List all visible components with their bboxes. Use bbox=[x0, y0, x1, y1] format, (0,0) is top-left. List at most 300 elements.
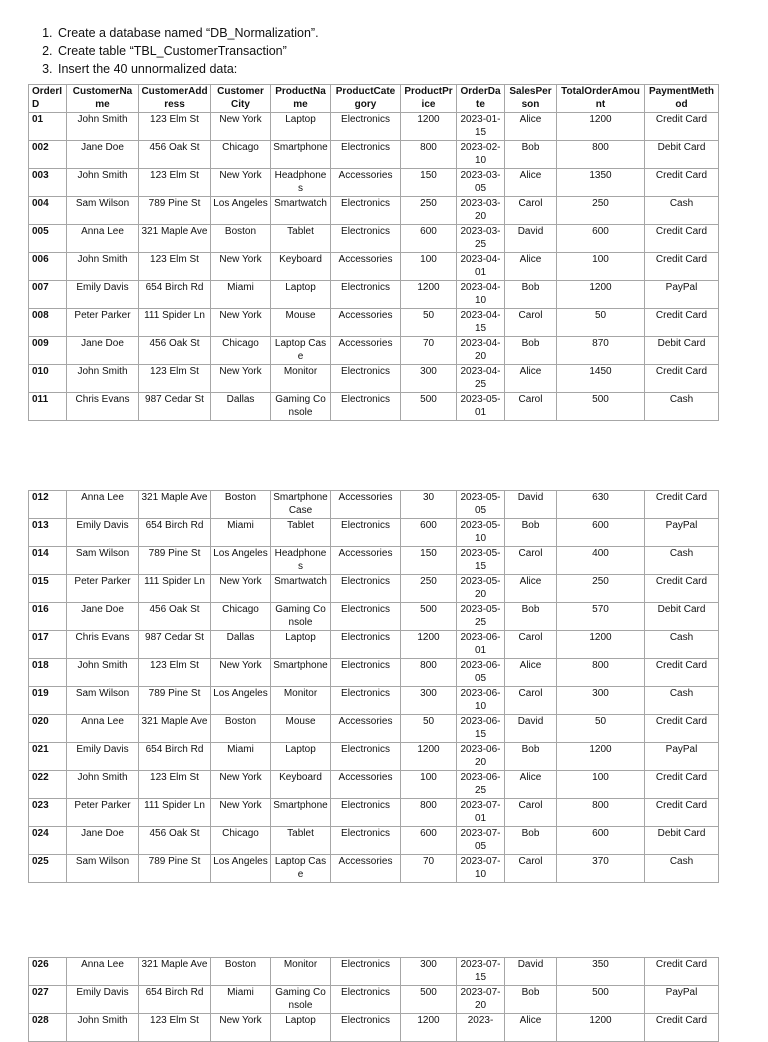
customer-city-cell: Los Angeles bbox=[211, 547, 271, 575]
table-row bbox=[29, 603, 719, 631]
table-row bbox=[29, 225, 719, 253]
product-name-cell: Monitor bbox=[271, 687, 331, 715]
product-category-cell: Accessories bbox=[331, 309, 401, 337]
customer-name-cell: John Smith bbox=[67, 659, 139, 687]
product-name-cell: Smartphone bbox=[271, 659, 331, 687]
sales-person-cell: Carol bbox=[505, 799, 557, 827]
table-row bbox=[29, 113, 719, 141]
customer-address-cell: 321 Maple Ave bbox=[139, 491, 211, 519]
sales-person-cell: Bob bbox=[505, 337, 557, 365]
customer-address-cell: 123 Elm St bbox=[139, 169, 211, 197]
product-price-cell: 150 bbox=[401, 547, 457, 575]
customer-city-cell: Chicago bbox=[211, 337, 271, 365]
customer-name-cell: John Smith bbox=[67, 1014, 139, 1042]
product-category-cell: Electronics bbox=[331, 225, 401, 253]
product-category-cell: Electronics bbox=[331, 827, 401, 855]
total-order-amount-cell: 350 bbox=[557, 958, 645, 986]
total-order-amount-cell: 570 bbox=[557, 603, 645, 631]
total-order-amount-cell: 600 bbox=[557, 519, 645, 547]
order-date-cell: 2023-05-20 bbox=[457, 575, 505, 603]
payment-method-cell: Cash bbox=[645, 393, 719, 421]
order-date-cell: 2023-04-20 bbox=[457, 337, 505, 365]
order-id-cell: 021 bbox=[29, 743, 67, 771]
sales-person-cell: Alice bbox=[505, 365, 557, 393]
customer-address-cell: 456 Oak St bbox=[139, 141, 211, 169]
customer-city-cell: New York bbox=[211, 309, 271, 337]
product-name-cell: Headphones bbox=[271, 547, 331, 575]
product-name-cell: Tablet bbox=[271, 827, 331, 855]
sales-person-cell: Alice bbox=[505, 1014, 557, 1042]
order-date-cell: 2023-02-10 bbox=[457, 141, 505, 169]
table-row bbox=[29, 1014, 719, 1042]
total-order-amount-cell: 100 bbox=[557, 253, 645, 281]
product-category-cell: Electronics bbox=[331, 743, 401, 771]
payment-method-cell: Credit Card bbox=[645, 253, 719, 281]
product-price-cell: 500 bbox=[401, 393, 457, 421]
order-date-cell: 2023-06-20 bbox=[457, 743, 505, 771]
sales-person-cell: David bbox=[505, 715, 557, 743]
product-name-cell: Smartphone Case bbox=[271, 491, 331, 519]
customer-city-cell: Chicago bbox=[211, 603, 271, 631]
total-order-amount-cell: 1350 bbox=[557, 169, 645, 197]
table-row bbox=[29, 253, 719, 281]
order-id-cell: 003 bbox=[29, 169, 67, 197]
customer-name-cell: Sam Wilson bbox=[67, 197, 139, 225]
header-customer-address: CustomerAddress bbox=[139, 85, 211, 113]
customer-name-cell: Chris Evans bbox=[67, 631, 139, 659]
customer-address-cell: 987 Cedar St bbox=[139, 631, 211, 659]
product-price-cell: 1200 bbox=[401, 281, 457, 309]
customer-name-cell: John Smith bbox=[67, 771, 139, 799]
customer-name-cell: Anna Lee bbox=[67, 491, 139, 519]
header-customer-name: CustomerName bbox=[67, 85, 139, 113]
product-name-cell: Laptop bbox=[271, 1014, 331, 1042]
sales-person-cell: Bob bbox=[505, 141, 557, 169]
product-category-cell: Accessories bbox=[331, 491, 401, 519]
sales-person-cell: Alice bbox=[505, 659, 557, 687]
payment-method-cell: PayPal bbox=[645, 519, 719, 547]
order-date-cell: 2023-06-15 bbox=[457, 715, 505, 743]
product-category-cell: Electronics bbox=[331, 575, 401, 603]
header-payment-method: PaymentMethod bbox=[645, 85, 719, 113]
sales-person-cell: Carol bbox=[505, 855, 557, 883]
product-name-cell: Laptop Case bbox=[271, 855, 331, 883]
product-name-cell: Laptop bbox=[271, 631, 331, 659]
total-order-amount-cell: 100 bbox=[557, 771, 645, 799]
order-id-cell: 008 bbox=[29, 309, 67, 337]
customer-address-cell: 123 Elm St bbox=[139, 113, 211, 141]
order-date-cell: 2023-05-10 bbox=[457, 519, 505, 547]
customer-name-cell: Emily Davis bbox=[67, 281, 139, 309]
sales-person-cell: Bob bbox=[505, 827, 557, 855]
customer-city-cell: Los Angeles bbox=[211, 687, 271, 715]
product-category-cell: Electronics bbox=[331, 631, 401, 659]
table-row bbox=[29, 491, 719, 519]
product-name-cell: Laptop bbox=[271, 743, 331, 771]
customer-address-cell: 111 Spider Ln bbox=[139, 309, 211, 337]
order-date-cell: 2023-03-25 bbox=[457, 225, 505, 253]
product-name-cell: Gaming Console bbox=[271, 986, 331, 1014]
product-name-cell: Gaming Console bbox=[271, 393, 331, 421]
product-category-cell: Accessories bbox=[331, 855, 401, 883]
customer-city-cell: Miami bbox=[211, 281, 271, 309]
customer-city-cell: Boston bbox=[211, 715, 271, 743]
product-name-cell: Mouse bbox=[271, 309, 331, 337]
customer-address-cell: 123 Elm St bbox=[139, 659, 211, 687]
product-name-cell: Tablet bbox=[271, 519, 331, 547]
payment-method-cell: Credit Card bbox=[645, 1014, 719, 1042]
header-total-order-amount: TotalOrderAmount bbox=[557, 85, 645, 113]
total-order-amount-cell: 800 bbox=[557, 659, 645, 687]
instruction-step: 1. Create a database named “DB_Normalization”. bbox=[56, 24, 319, 42]
sales-person-cell: Carol bbox=[505, 393, 557, 421]
product-category-cell: Electronics bbox=[331, 799, 401, 827]
product-price-cell: 800 bbox=[401, 659, 457, 687]
customer-city-cell: New York bbox=[211, 575, 271, 603]
total-order-amount-cell: 300 bbox=[557, 687, 645, 715]
product-name-cell: Keyboard bbox=[271, 253, 331, 281]
total-order-amount-cell: 500 bbox=[557, 986, 645, 1014]
product-price-cell: 100 bbox=[401, 253, 457, 281]
customer-address-cell: 987 Cedar St bbox=[139, 393, 211, 421]
product-name-cell: Headphones bbox=[271, 169, 331, 197]
sales-person-cell: David bbox=[505, 225, 557, 253]
product-category-cell: Accessories bbox=[331, 771, 401, 799]
payment-method-cell: Credit Card bbox=[645, 309, 719, 337]
customer-name-cell: Sam Wilson bbox=[67, 855, 139, 883]
payment-method-cell: PayPal bbox=[645, 743, 719, 771]
order-id-cell: 013 bbox=[29, 519, 67, 547]
total-order-amount-cell: 370 bbox=[557, 855, 645, 883]
total-order-amount-cell: 50 bbox=[557, 715, 645, 743]
customer-city-cell: New York bbox=[211, 659, 271, 687]
order-date-cell: 2023-06-10 bbox=[457, 687, 505, 715]
customer-name-cell: Anna Lee bbox=[67, 225, 139, 253]
order-id-cell: 01 bbox=[29, 113, 67, 141]
total-order-amount-cell: 800 bbox=[557, 141, 645, 169]
table-row bbox=[29, 519, 719, 547]
product-category-cell: Electronics bbox=[331, 113, 401, 141]
product-price-cell: 1200 bbox=[401, 113, 457, 141]
customer-address-cell: 456 Oak St bbox=[139, 603, 211, 631]
product-category-cell: Electronics bbox=[331, 519, 401, 547]
customer-name-cell: Emily Davis bbox=[67, 519, 139, 547]
product-price-cell: 70 bbox=[401, 337, 457, 365]
sales-person-cell: Alice bbox=[505, 169, 557, 197]
order-id-cell: 022 bbox=[29, 771, 67, 799]
customer-address-cell: 456 Oak St bbox=[139, 337, 211, 365]
order-id-cell: 026 bbox=[29, 958, 67, 986]
product-name-cell: Gaming Console bbox=[271, 603, 331, 631]
product-price-cell: 70 bbox=[401, 855, 457, 883]
customer-city-cell: New York bbox=[211, 169, 271, 197]
customer-name-cell: Emily Davis bbox=[67, 743, 139, 771]
total-order-amount-cell: 1200 bbox=[557, 1014, 645, 1042]
table-row bbox=[29, 575, 719, 603]
sales-person-cell: Carol bbox=[505, 309, 557, 337]
order-id-cell: 011 bbox=[29, 393, 67, 421]
customer-city-cell: New York bbox=[211, 253, 271, 281]
table-row bbox=[29, 659, 719, 687]
order-id-cell: 018 bbox=[29, 659, 67, 687]
customer-city-cell: Boston bbox=[211, 225, 271, 253]
customer-name-cell: Jane Doe bbox=[67, 603, 139, 631]
product-name-cell: Laptop Case bbox=[271, 337, 331, 365]
payment-method-cell: Cash bbox=[645, 547, 719, 575]
order-date-cell: 2023-04-25 bbox=[457, 365, 505, 393]
table-row bbox=[29, 799, 719, 827]
customer-city-cell: Miami bbox=[211, 519, 271, 547]
payment-method-cell: Credit Card bbox=[645, 659, 719, 687]
product-name-cell: Tablet bbox=[271, 225, 331, 253]
product-price-cell: 500 bbox=[401, 603, 457, 631]
customer-name-cell: Emily Davis bbox=[67, 986, 139, 1014]
sales-person-cell: Bob bbox=[505, 281, 557, 309]
sales-person-cell: Carol bbox=[505, 547, 557, 575]
total-order-amount-cell: 800 bbox=[557, 799, 645, 827]
order-date-cell: 2023-05-25 bbox=[457, 603, 505, 631]
instruction-list bbox=[36, 24, 319, 78]
order-id-cell: 004 bbox=[29, 197, 67, 225]
customer-city-cell: Dallas bbox=[211, 393, 271, 421]
payment-method-cell: PayPal bbox=[645, 986, 719, 1014]
product-category-cell: Electronics bbox=[331, 986, 401, 1014]
header-product-category: ProductCategory bbox=[331, 85, 401, 113]
header-customer-city: Customer City bbox=[211, 85, 271, 113]
customer-name-cell: Peter Parker bbox=[67, 575, 139, 603]
sales-person-cell: Alice bbox=[505, 575, 557, 603]
order-date-cell: 2023-06-25 bbox=[457, 771, 505, 799]
customer-address-cell: 456 Oak St bbox=[139, 827, 211, 855]
customer-name-cell: Anna Lee bbox=[67, 715, 139, 743]
sales-person-cell: Bob bbox=[505, 603, 557, 631]
order-date-cell: 2023-07-20 bbox=[457, 986, 505, 1014]
customer-address-cell: 123 Elm St bbox=[139, 1014, 211, 1042]
order-id-cell: 028 bbox=[29, 1014, 67, 1042]
total-order-amount-cell: 1200 bbox=[557, 113, 645, 141]
customer-city-cell: Miami bbox=[211, 743, 271, 771]
order-id-cell: 012 bbox=[29, 491, 67, 519]
customer-address-cell: 321 Maple Ave bbox=[139, 225, 211, 253]
product-category-cell: Accessories bbox=[331, 253, 401, 281]
customer-city-cell: New York bbox=[211, 365, 271, 393]
product-category-cell: Electronics bbox=[331, 281, 401, 309]
product-category-cell: Electronics bbox=[331, 393, 401, 421]
customer-name-cell: Sam Wilson bbox=[67, 547, 139, 575]
table-row bbox=[29, 958, 719, 986]
sales-person-cell: Alice bbox=[505, 253, 557, 281]
table-row bbox=[29, 855, 719, 883]
customer-city-cell: Dallas bbox=[211, 631, 271, 659]
product-name-cell: Monitor bbox=[271, 365, 331, 393]
payment-method-cell: Cash bbox=[645, 687, 719, 715]
customer-address-cell: 654 Birch Rd bbox=[139, 281, 211, 309]
table-row bbox=[29, 281, 719, 309]
order-id-cell: 027 bbox=[29, 986, 67, 1014]
customer-address-cell: 123 Elm St bbox=[139, 253, 211, 281]
customer-name-cell: Anna Lee bbox=[67, 958, 139, 986]
sales-person-cell: Carol bbox=[505, 687, 557, 715]
order-id-cell: 007 bbox=[29, 281, 67, 309]
product-category-cell: Electronics bbox=[331, 141, 401, 169]
order-date-cell: 2023-07-10 bbox=[457, 855, 505, 883]
total-order-amount-cell: 1450 bbox=[557, 365, 645, 393]
customer-name-cell: Sam Wilson bbox=[67, 687, 139, 715]
product-price-cell: 300 bbox=[401, 958, 457, 986]
table-row bbox=[29, 365, 719, 393]
product-name-cell: Laptop bbox=[271, 113, 331, 141]
customer-name-cell: John Smith bbox=[67, 253, 139, 281]
product-price-cell: 100 bbox=[401, 771, 457, 799]
customer-name-cell: John Smith bbox=[67, 113, 139, 141]
product-price-cell: 30 bbox=[401, 491, 457, 519]
customer-city-cell: Boston bbox=[211, 491, 271, 519]
table-row bbox=[29, 337, 719, 365]
order-date-cell: 2023-03-20 bbox=[457, 197, 505, 225]
order-date-cell: 2023-05-01 bbox=[457, 393, 505, 421]
table-row bbox=[29, 715, 719, 743]
payment-method-cell: Credit Card bbox=[645, 715, 719, 743]
product-name-cell: Smartphone bbox=[271, 799, 331, 827]
customer-address-cell: 123 Elm St bbox=[139, 365, 211, 393]
total-order-amount-cell: 250 bbox=[557, 197, 645, 225]
table-row bbox=[29, 827, 719, 855]
customer-city-cell: Los Angeles bbox=[211, 855, 271, 883]
product-price-cell: 300 bbox=[401, 365, 457, 393]
payment-method-cell: PayPal bbox=[645, 281, 719, 309]
customer-address-cell: 654 Birch Rd bbox=[139, 986, 211, 1014]
total-order-amount-cell: 500 bbox=[557, 393, 645, 421]
total-order-amount-cell: 1200 bbox=[557, 281, 645, 309]
sales-person-cell: David bbox=[505, 491, 557, 519]
table-row bbox=[29, 141, 719, 169]
order-date-cell: 2023-05-15 bbox=[457, 547, 505, 575]
sales-person-cell: Alice bbox=[505, 771, 557, 799]
product-category-cell: Accessories bbox=[331, 337, 401, 365]
sales-person-cell: David bbox=[505, 958, 557, 986]
customer-address-cell: 111 Spider Ln bbox=[139, 575, 211, 603]
product-price-cell: 600 bbox=[401, 519, 457, 547]
total-order-amount-cell: 400 bbox=[557, 547, 645, 575]
customer-city-cell: New York bbox=[211, 799, 271, 827]
product-price-cell: 250 bbox=[401, 197, 457, 225]
order-id-cell: 019 bbox=[29, 687, 67, 715]
total-order-amount-cell: 1200 bbox=[557, 743, 645, 771]
payment-method-cell: Credit Card bbox=[645, 958, 719, 986]
payment-method-cell: Credit Card bbox=[645, 799, 719, 827]
product-category-cell: Electronics bbox=[331, 1014, 401, 1042]
sales-person-cell: Bob bbox=[505, 986, 557, 1014]
header-product-price: ProductPrice bbox=[401, 85, 457, 113]
product-category-cell: Electronics bbox=[331, 659, 401, 687]
order-id-cell: 005 bbox=[29, 225, 67, 253]
product-price-cell: 800 bbox=[401, 141, 457, 169]
customer-city-cell: New York bbox=[211, 771, 271, 799]
header-order-id: OrderID bbox=[29, 85, 67, 113]
instruction-step: 3. Insert the 40 unnormalized data: bbox=[56, 60, 319, 78]
order-date-cell: 2023- bbox=[457, 1014, 505, 1042]
product-price-cell: 600 bbox=[401, 225, 457, 253]
order-id-cell: 020 bbox=[29, 715, 67, 743]
order-date-cell: 2023-04-01 bbox=[457, 253, 505, 281]
payment-method-cell: Debit Card bbox=[645, 141, 719, 169]
customer-name-cell: John Smith bbox=[67, 169, 139, 197]
product-name-cell: Smartwatch bbox=[271, 575, 331, 603]
product-name-cell: Monitor bbox=[271, 958, 331, 986]
sales-person-cell: Carol bbox=[505, 631, 557, 659]
customer-address-cell: 789 Pine St bbox=[139, 197, 211, 225]
sales-person-cell: Carol bbox=[505, 197, 557, 225]
table-row bbox=[29, 393, 719, 421]
instruction-step: 2. Create table “TBL_CustomerTransaction” bbox=[56, 42, 319, 60]
total-order-amount-cell: 1200 bbox=[557, 631, 645, 659]
customer-name-cell: Jane Doe bbox=[67, 141, 139, 169]
payment-method-cell: Cash bbox=[645, 855, 719, 883]
product-price-cell: 300 bbox=[401, 687, 457, 715]
payment-method-cell: Credit Card bbox=[645, 113, 719, 141]
order-date-cell: 2023-01-15 bbox=[457, 113, 505, 141]
product-price-cell: 600 bbox=[401, 827, 457, 855]
customer-name-cell: Peter Parker bbox=[67, 309, 139, 337]
product-category-cell: Accessories bbox=[331, 169, 401, 197]
customer-address-cell: 321 Maple Ave bbox=[139, 715, 211, 743]
transaction-table-page-3 bbox=[28, 957, 719, 1042]
table-row bbox=[29, 197, 719, 225]
product-category-cell: Electronics bbox=[331, 603, 401, 631]
order-id-cell: 006 bbox=[29, 253, 67, 281]
customer-name-cell: Jane Doe bbox=[67, 337, 139, 365]
total-order-amount-cell: 870 bbox=[557, 337, 645, 365]
customer-city-cell: New York bbox=[211, 1014, 271, 1042]
order-id-cell: 023 bbox=[29, 799, 67, 827]
order-id-cell: 015 bbox=[29, 575, 67, 603]
customer-address-cell: 321 Maple Ave bbox=[139, 958, 211, 986]
order-id-cell: 024 bbox=[29, 827, 67, 855]
total-order-amount-cell: 600 bbox=[557, 225, 645, 253]
total-order-amount-cell: 630 bbox=[557, 491, 645, 519]
product-price-cell: 800 bbox=[401, 799, 457, 827]
customer-name-cell: John Smith bbox=[67, 365, 139, 393]
product-name-cell: Smartphone bbox=[271, 141, 331, 169]
table-row bbox=[29, 547, 719, 575]
order-id-cell: 002 bbox=[29, 141, 67, 169]
payment-method-cell: Debit Card bbox=[645, 603, 719, 631]
product-price-cell: 1200 bbox=[401, 631, 457, 659]
order-date-cell: 2023-06-01 bbox=[457, 631, 505, 659]
table-row bbox=[29, 169, 719, 197]
customer-address-cell: 654 Birch Rd bbox=[139, 519, 211, 547]
product-price-cell: 50 bbox=[401, 715, 457, 743]
table-row bbox=[29, 771, 719, 799]
order-id-cell: 014 bbox=[29, 547, 67, 575]
order-id-cell: 025 bbox=[29, 855, 67, 883]
order-date-cell: 2023-04-10 bbox=[457, 281, 505, 309]
order-id-cell: 010 bbox=[29, 365, 67, 393]
customer-name-cell: Jane Doe bbox=[67, 827, 139, 855]
order-id-cell: 017 bbox=[29, 631, 67, 659]
customer-address-cell: 789 Pine St bbox=[139, 855, 211, 883]
payment-method-cell: Debit Card bbox=[645, 827, 719, 855]
customer-address-cell: 654 Birch Rd bbox=[139, 743, 211, 771]
customer-city-cell: Boston bbox=[211, 958, 271, 986]
product-category-cell: Electronics bbox=[331, 365, 401, 393]
customer-city-cell: Chicago bbox=[211, 141, 271, 169]
order-date-cell: 2023-04-15 bbox=[457, 309, 505, 337]
product-price-cell: 500 bbox=[401, 986, 457, 1014]
customer-address-cell: 111 Spider Ln bbox=[139, 799, 211, 827]
header-sales-person: SalesPerson bbox=[505, 85, 557, 113]
table-row bbox=[29, 986, 719, 1014]
